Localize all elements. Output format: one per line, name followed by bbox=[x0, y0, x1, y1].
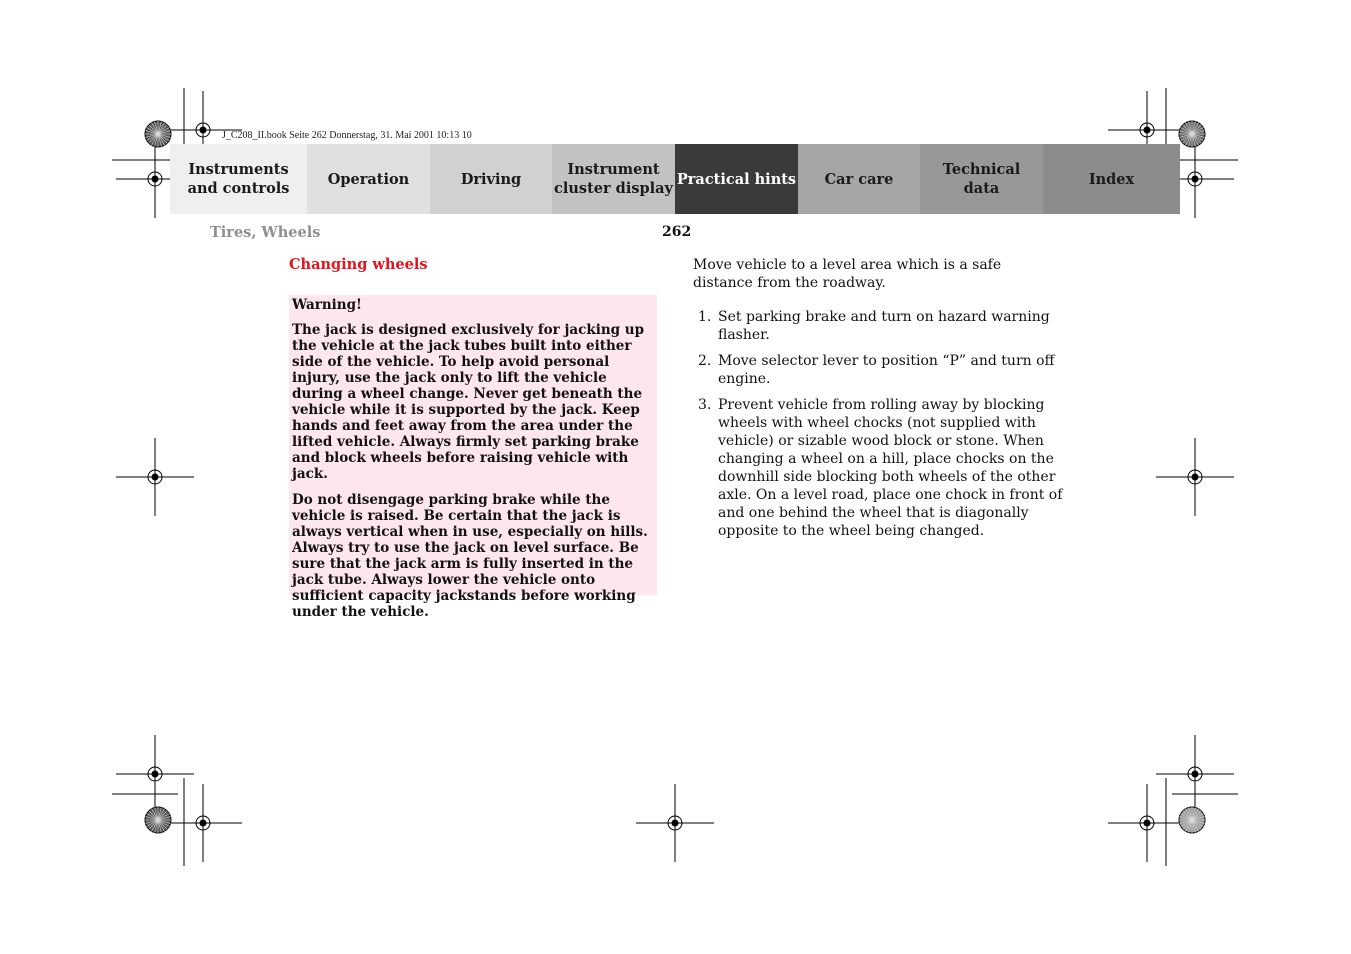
tab-instrument-cluster-display[interactable]: Instrument cluster display bbox=[552, 144, 675, 214]
tab-technical-data[interactable]: Technical data bbox=[920, 144, 1043, 214]
tab-driving[interactable]: Driving bbox=[430, 144, 552, 214]
page-heading: Changing wheels bbox=[289, 256, 428, 273]
registration-mark bbox=[1156, 438, 1234, 516]
list-item bbox=[693, 352, 1063, 388]
page-number: 262 bbox=[662, 224, 692, 240]
warning-title: Warning! bbox=[292, 297, 362, 313]
list-item bbox=[693, 308, 1063, 344]
step-number: 3. bbox=[698, 397, 712, 413]
color-rosette bbox=[145, 807, 171, 833]
registration-mark bbox=[1156, 735, 1234, 813]
color-rosette bbox=[1179, 807, 1205, 833]
color-rosette bbox=[1179, 121, 1205, 147]
print-metadata: J_C208_II.book Seite 262 Donnerstag, 31. Mai 2001 10:13 10 bbox=[222, 130, 472, 141]
list-item bbox=[693, 396, 1063, 540]
step-text: Prevent vehicle from rolling away by blocking wheels with wheel chocks (not supplied with vehicle) or sizable wood block or stone. When changing a wheel on a hill, place chocks on the downhill side blocking both wheels of the other axle. On a level road, place one chock in front of and one behind the wheel that is diagonally opposite to the wheel being changed. bbox=[718, 397, 1063, 539]
registration-mark bbox=[164, 784, 242, 862]
step-text: Set parking brake and turn on hazard warning flasher. bbox=[718, 309, 1050, 343]
steps-list bbox=[693, 308, 1063, 540]
color-rosette bbox=[145, 121, 171, 147]
tab-index[interactable]: Index bbox=[1043, 144, 1180, 214]
warning-paragraph: The jack is designed exclusively for jacking up the vehicle at the jack tubes built into either side of the vehicle. To help avoid personal injury, use the jack only to lift the vehicle during a wheel change. Never get beneath the vehicle while it is supported by the jack. Keep hands and feet away from the area under the lifted vehicle. Always firmly set parking brake and block wheels before raising vehicle with jack. bbox=[292, 322, 645, 482]
warning-paragraph: Do not disengage parking brake while the vehicle is raised. Be certain that the jack is always vertical when in use, especially on hills. Always try to use the jack on level surface. Be sure that the jack arm is fully inserted in the jack tube. Always lower the vehicle onto sufficient capacity jackstands before working under the vehicle. bbox=[292, 492, 648, 620]
step-number: 2. bbox=[698, 353, 712, 369]
section-title: Tires, Wheels bbox=[210, 224, 321, 241]
registration-mark bbox=[116, 735, 194, 813]
step-text: Move selector lever to position “P” and turn off engine. bbox=[718, 353, 1055, 387]
tab-instruments-and-controls[interactable]: Instruments and controls bbox=[170, 144, 307, 214]
warning-box bbox=[289, 295, 657, 620]
chapter-tabs bbox=[170, 144, 1180, 214]
registration-mark bbox=[636, 784, 714, 862]
tab-practical-hints[interactable]: Practical hints bbox=[675, 144, 798, 214]
registration-mark bbox=[116, 438, 194, 516]
intro-text: Move vehicle to a level area which is a safe distance from the roadway. bbox=[693, 257, 1002, 291]
tab-operation[interactable]: Operation bbox=[307, 144, 430, 214]
instructions-column bbox=[693, 256, 1063, 548]
tab-car-care[interactable]: Car care bbox=[798, 144, 920, 214]
registration-mark bbox=[1108, 784, 1186, 862]
step-number: 1. bbox=[698, 309, 712, 325]
